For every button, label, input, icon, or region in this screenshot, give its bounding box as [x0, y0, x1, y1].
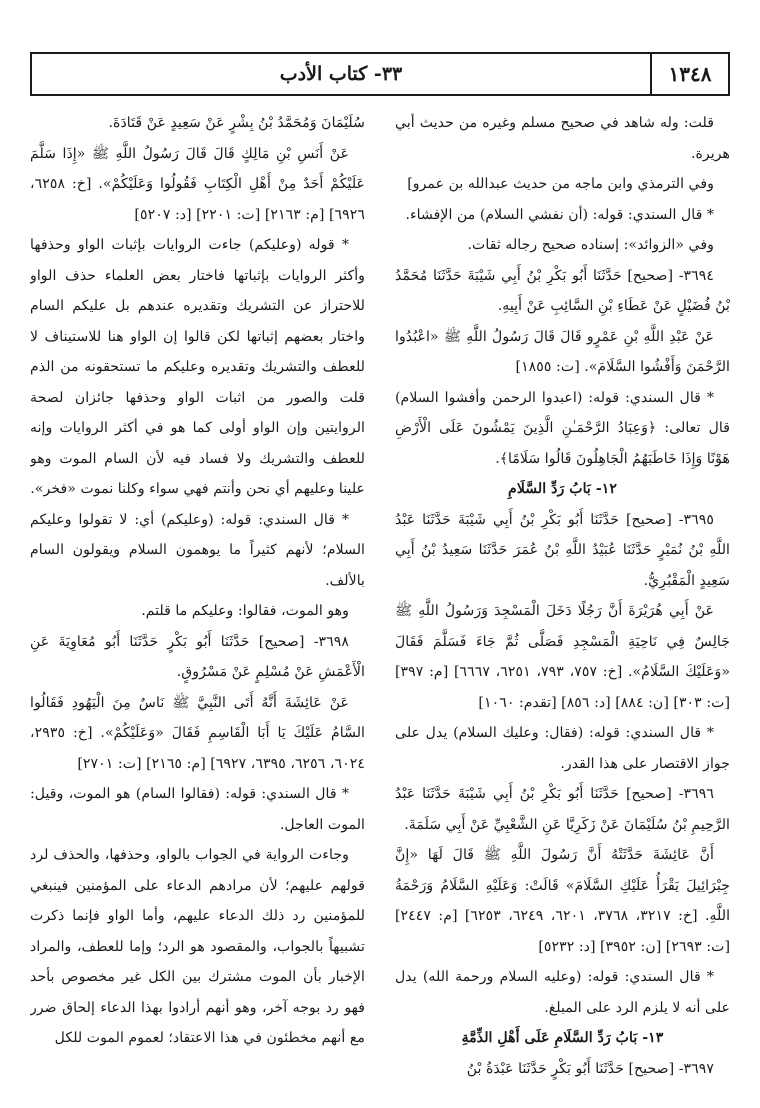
- paragraph: وهو الموت، فقالوا: وعليكم ما قلتم.: [141, 603, 349, 619]
- commentary: * قال السندي: قوله: (فقال: وعليك السلام) يدل على جواز الاقتصار على هذا القدر.: [395, 725, 730, 772]
- left-column: [30, 108, 365, 1088]
- commentary: * قال السندي: قوله: (وعليه السلام ورحمة الله) يدل على أنه لا يلزم الرد على المبلغ.: [395, 969, 730, 1016]
- hadith-chain: ٣٦٩٧- [صحيح] حَدَّثَنَا أَبُو بَكْرٍ حَدَّثَنَا عَبْدَةُ بْنُ: [466, 1060, 714, 1077]
- hadith-chain: ٣٦٩٨- [صحيح] حَدَّثَنَا أَبُو بَكْرٍ حَدَّثَنَا أَبُو مُعَاوِيَةَ عَنِ الْأَعْمَشِ عَنْ مُسْلِمٍ عَنْ مَسْرُوقٍ.: [30, 633, 365, 680]
- book-page: [30, 52, 730, 1092]
- paragraph: وفي الترمذي وابن ماجه من حديث عبدالله بن عمرو]: [407, 176, 714, 192]
- hadith-text: عَنْ عَبْدِ اللَّهِ بْنِ عَمْرٍو قَالَ قَالَ رَسُولُ اللَّهِ ﷺ «اعْبُدُوا الرَّحْمَنَ وَأَفْشُوا السَّلَامَ». [ت: ١٨٥٥]: [395, 328, 730, 375]
- text-columns: [30, 108, 730, 1088]
- page-number: ١٣٤٨: [650, 54, 728, 94]
- hadith-chain: ٣٦٩٦- [صحيح] حَدَّثَنَا أَبُو بَكْرِ بْنُ أَبِي شَيْبَةَ حَدَّثَنَا عَبْدُ الرَّحِيمِ بْنُ سُلَيْمَانَ عَنْ زَكَرِيَّا عَنِ الشَّعْبِيِّ عَنْ أَبِي سَلَمَةَ.: [395, 786, 730, 833]
- hadith-chain: سُلَيْمَانَ وَمُحَمَّدُ بْنُ بِشْرٍ عَنْ سَعِيدٍ عَنْ قَتَادَةَ.: [108, 115, 365, 131]
- commentary: * قوله (وعليكم) جاءت الروايات بإثبات الواو وحذفها وأكثر الروايات بإثباتها فاختار بعض العلماء حذف الواو للاحتراز عن التشريك وتقديره عندهم بل عليكم السام واختار بعضهم إثباتها لكن قالوا إن الواو هنا للاستيناف لا للعطف والتشريك وتقديره وعليكم ما تستحقونه من الذم قلت والصور من اثبات الواو وحذفها جائزان لصحة الروايتين وإن الواو أولى كما هو في أكثر الروايات وإنه للعطف والتشريك ولا فساد فيه لأن السام الموت وهو علينا وعليهم أي نحن وأنتم فهي سواء وكلنا نموت «فخر».: [30, 237, 365, 497]
- commentary: * قال السندي: قوله: (وعليكم) أي: لا تقولوا وعليكم السلام؛ لأنهم كثيراً ما يوهمون السلام ويقولون السام بالألف.: [30, 511, 365, 589]
- paragraph: * قال السندي: قوله: (أن نفشي السلام) من الإفشاء.: [405, 206, 714, 223]
- paragraph: وفي «الزوائد»: إسناده صحيح رجاله ثقات.: [467, 237, 714, 253]
- page-header: [30, 52, 730, 96]
- hadith-chain: ٣٦٩٥- [صحيح] حَدَّثَنَا أَبُو بَكْرِ بْنُ أَبِي شَيْبَةَ حَدَّثَنَا عَبْدُ اللَّهِ بْنُ نُمَيْرٍ حَدَّثَنَا عُبَيْدُ اللَّهِ بْنُ عُمَرَ حَدَّثَنَا سَعِيدُ بْنُ أَبِي سَعِيدٍ الْمَقْبُرِيُّ.: [395, 511, 730, 589]
- hadith-text: أَنَّ عَائِشَةَ حَدَّثَتْهُ أَنَّ رَسُولَ اللَّهِ ﷺ قَالَ لَهَا «إِنَّ جِبْرَائِيلَ يَقْرَأُ عَلَيْكِ السَّلَامَ» قَالَتْ: وَعَلَيْهِ السَّلَامُ وَرَحْمَةُ اللَّهِ. [خ: ٣٢١٧، ٣٧٦٨، ٦٢٠١، ٦٢٤٩، ٦٢٥٣] [م: ٢٤٤٧] [ت: ٢٦٩٣] [ن: ٣٩٥٢] [د: ٥٢٣٢]: [395, 847, 730, 955]
- right-column: [395, 108, 730, 1088]
- hadith-text: عَنْ عَائِشَةَ أَنَّهُ أَتَى النَّبِيَّ ﷺ نَاسٌ مِنَ الْيَهُودِ فَقَالُوا السَّامُ عَلَيْكَ يَا أَبَا الْقَاسِمِ فَقَالَ «وَعَلَيْكُمْ». [خ: ٢٩٣٥، ٦٠٢٤، ٦٢٥٦، ٦٣٩٥، ٦٩٢٧] [م: ٢١٦٥] [ت: ٢٧٠١]: [30, 694, 365, 772]
- paragraph: قلت: وله شاهد في صحيح مسلم وغيره من حديث أبي هريرة.: [395, 115, 730, 162]
- chapter-title: ٣٣- كتاب الأدب: [279, 63, 403, 85]
- commentary: وجاءت الرواية في الجواب بالواو، وحذفها، والحذف لرد قولهم عليهم؛ لأن مرادهم الدعاء على المؤمنين فينبغي للمؤمنين رد ذلك الدعاء عليهم، وأما الواو فإنما ذكرت تشبيهاً بالجواب، والمقصود هو الرد؛ وإما للعطف، والمراد الإخبار بأن الموت مشترك بين الكل غير مخصوص بأحد فهو رد بوجه آخر، وهو أنهم أرادوا بهذا الدعاء إلحاق ضرر مع أنهم مخطئون في هذا الاعتقاد؛ لعموم الموت للكل: [30, 847, 365, 1046]
- section-heading: ١٢- بَابُ رَدِّ السَّلَامِ: [508, 481, 617, 497]
- commentary: * قال السندي: قوله: (فقالوا السام) هو الموت، وقيل: الموت العاجل.: [30, 786, 365, 833]
- hadith-text: عَنْ أَبِي هُرَيْرَةَ أَنَّ رَجُلًا دَخَلَ الْمَسْجِدَ وَرَسُولُ اللَّهِ ﷺ جَالِسٌ فِي نَاحِيَةِ الْمَسْجِدِ فَصَلَّى ثُمَّ جَاءَ فَسَلَّمَ فَقَالَ «وَعَلَيْكَ السَّلَامُ». [خ: ٧٥٧، ٧٩٣، ٦٢٥١، ٦٦٦٧] [م: ٣٩٧] [ت: ٣٠٣] [ن: ٨٨٤] [د: ٨٥٦] [تقدم: ١٠٦٠]: [395, 603, 730, 711]
- section-heading: ١٣- بَابُ رَدِّ السَّلَامِ عَلَى أَهْلِ الذِّمَّةِ: [461, 1030, 664, 1046]
- hadith-text: عَنْ أَنَسِ بْنِ مَالِكٍ قَالَ قَالَ رَسُولُ اللَّهِ ﷺ «إِذَا سَلَّمَ عَلَيْكُمْ أَحَدٌ مِنْ أَهْلِ الْكِتَابِ فَقُولُوا وَعَلَيْكُمْ». [خ: ٦٢٥٨، ٦٩٢٦] [م: ٢١٦٣] [ت: ٢٢٠١] [د: ٥٢٠٧]: [30, 145, 365, 223]
- hadith-chain: ٣٦٩٤- [صحيح] حَدَّثَنَا أَبُو بَكْرِ بْنُ أَبِي شَيْبَةَ حَدَّثَنَا مُحَمَّدُ بْنُ فُضَيْلٍ عَنْ عَطَاءِ بْنِ السَّائِبِ عَنْ أَبِيهِ.: [395, 267, 730, 314]
- commentary: * قال السندي: قوله: (اعبدوا الرحمن وأفشوا السلام) قال تعالى: ﴿وَعِبَادُ الرَّحْمَـٰنِ الَّذِينَ يَمْشُونَ عَلَى الْأَرْضِ هَوْنًا وَإِذَا خَاطَبَهُمُ الْجَاهِلُونَ قَالُوا سَلَامًا﴾.: [395, 389, 730, 467]
